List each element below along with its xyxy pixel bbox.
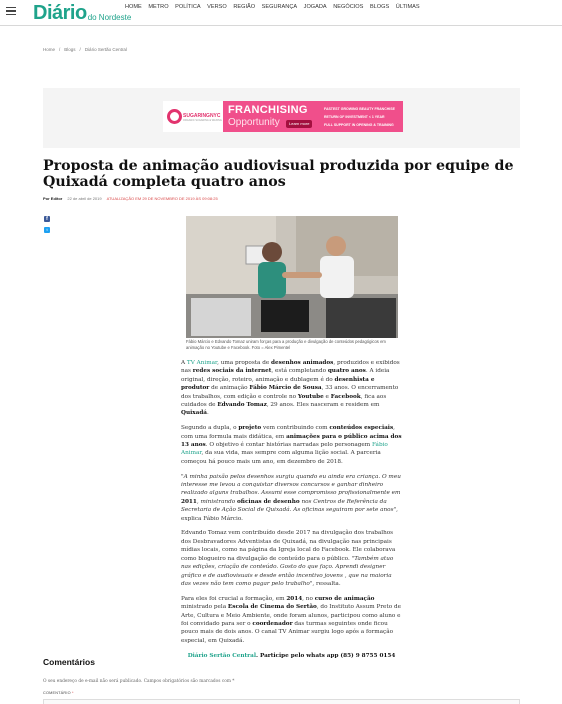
comment-field-label [43,691,74,695]
article-paragraph: A TV Animar, uma proposta de desenhos animados, produzidos e exibidos nas redes sociais da internet, está completando quatro anos. A ideia original, direção, roteiro, animação e dublagem é do desenhista e produtor de animação Fábio Márcio de Sousa, 33 anos. O encerramento dos trabalhos, com edição e controle no Youtube e Facebook, fica aos cuidados de Edvando Tomaz, 29 anos. Eles nasceram e residem em Quixadá. [181,360,400,417]
article-photo [186,216,398,338]
site-header [0,0,562,26]
ad-logo [163,101,223,132]
twitter-icon[interactable]: t [44,227,50,233]
nav-negocios[interactable]: NEGÓCIOS [333,4,364,10]
breadcrumb-separator: / [79,47,81,52]
breadcrumb-home[interactable]: Home [43,47,56,52]
facebook-icon[interactable]: f [44,216,50,222]
logo-sub: do Nordeste [87,13,132,22]
article-title: Proposta de animação audiovisual produzida por equipe de Quixadá completa quatro anos [43,158,514,190]
ad-banner[interactable] [163,101,403,132]
nav-ultimas[interactable]: ÚLTIMAS [395,4,420,10]
nav-blogs[interactable]: BLOGS [369,4,390,10]
nav-regiao[interactable]: REGIÃO [233,4,256,10]
logo-main: Diário [33,2,87,24]
cta-text: . Participe pelo whats app (85) 9 8755 0154 [256,652,396,659]
article-body [181,359,402,666]
ad-details [324,105,402,129]
article-paragraph: "A minha paixão pelos desenhos surgiu quando eu ainda era criança. O meu interesse me levou a conquistar diversos concursos e ganhar dinheiro realizado alguns trabalhos. Assumi esse compromisso profissionalmente em 2011, ministrando oficinas de desenho nos Centros de Referência da Secretaria de Ação Social de Quixadá. As oficinas seguiram por sete anos", explica Fábio Márcio. [181,473,401,522]
ad-logo-icon [167,109,182,124]
comment-textarea[interactable] [43,699,520,704]
breadcrumb-current: Diário Sertão Central [84,47,127,52]
nav-verso[interactable]: VERSO [207,4,227,10]
ad-learn-more-button[interactable]: Learn more [286,120,312,128]
nav-home[interactable]: HOME [125,4,142,10]
main-nav [125,4,425,10]
ad-logo-name: SUGARINGNYC [183,113,221,119]
article-author [43,196,62,201]
comment-label-text: COMENTÁRIO [43,691,71,695]
comments-note: O seu endereço de e-mail não será publicado. Campos obrigatórios são marcados com * [43,679,235,684]
required-mark: * [72,691,74,695]
ad-detail-line: RETURN OF INVESTMENT < 1 YEAR [324,115,385,119]
ad-headline: FRANCHISING [228,104,308,116]
article-paragraph: Para eles foi crucial a formação, em 2014, no curso de animação ministrado pela Escola de Cinema do Sertão, do Instituto Assum Preto de Arte, Cultura e Meio Ambiente, onde foram alunos, participou como aluno e foi convidado para ser o coordenador das turmas seguintes onde ficou pouco mais de dois anos. O canal TV Animar surgiu logo após a formação especial, em Quixadá. [181,595,401,644]
ad-detail-line: FASTEST GROWING BEAUTY FRANCHISE [324,107,395,111]
site-logo[interactable] [33,2,131,24]
author-prefix: Por [43,196,50,201]
nav-metro[interactable]: METRO [148,4,169,10]
nav-seguranca[interactable]: SEGURANÇA [261,4,298,10]
tv-animar-link[interactable]: TV Animar [186,360,218,366]
article-cta [181,652,402,660]
article-paragraph: Segundo a dupla, o projeto vem contribuindo com conteúdos especiais, com uma formula mais didática, em animações para o público acima dos 13 anos. O objetivo é contar histórias narradas pelo personagem Fábio Animar, da sua vida, mas sempre com alguma lição social. A parceria começou há pouco mais um ano, em dezembro de 2018. [181,425,402,465]
article-meta [43,196,218,201]
photo-caption: Fábio Márcio e Edvando Tomaz uniram forças para a produção e divulgação de conteúdos pedagógicos em animação no Youtube e Facebook. Foto = Alex Pimentel [186,339,386,350]
ad-logo-tagline: ORGANIC SUGARING & WAXING [183,119,222,122]
hamburger-menu-icon[interactable] [6,5,16,15]
comments-heading: Comentários [43,657,95,667]
diario-sertao-central-link[interactable]: Diário Sertão Central [187,652,256,659]
article-date: 22 de abril de 2019 [67,196,102,201]
article-updated: ATUALIZAÇÃO EM 29 DE NOVEMBRO DE 2019 ÀS 09:08:25 [106,196,218,201]
fabio-animar-link[interactable]: Fábio Animar [181,442,388,457]
breadcrumb [43,47,127,52]
nav-politica[interactable]: POLÍTICA [175,4,201,10]
photo-illustration [186,216,398,338]
nav-jogada[interactable]: JOGADA [303,4,327,10]
ad-subheadline: Opportunity [228,117,280,128]
breadcrumb-separator: / [59,47,61,52]
author-name: Editor [50,196,63,201]
breadcrumb-blogs[interactable]: Blogs [64,47,76,52]
article-paragraph: Edvando Tomaz vem contribuído desde 2017 na divulgação dos trabalhos dos Desbravadores Adventistas de Quixadá, na divulgação nas principais mídias locais, como na página da Igreja local do Facebook. Ele colaborava como blogueiro na divulgação de conteúdo para o público. "Também atuo nas edições, criação de conteúdo. Gosto do que faço. Aprendi designer gráfico e de audiovisuais e desde então incentivo jovens , que na maioria das vezes não tem como pagar pelo trabalho", ressalta. [181,530,396,587]
ad-detail-line: FULL SUPPORT IN OPENING & TRAINING [324,123,394,127]
